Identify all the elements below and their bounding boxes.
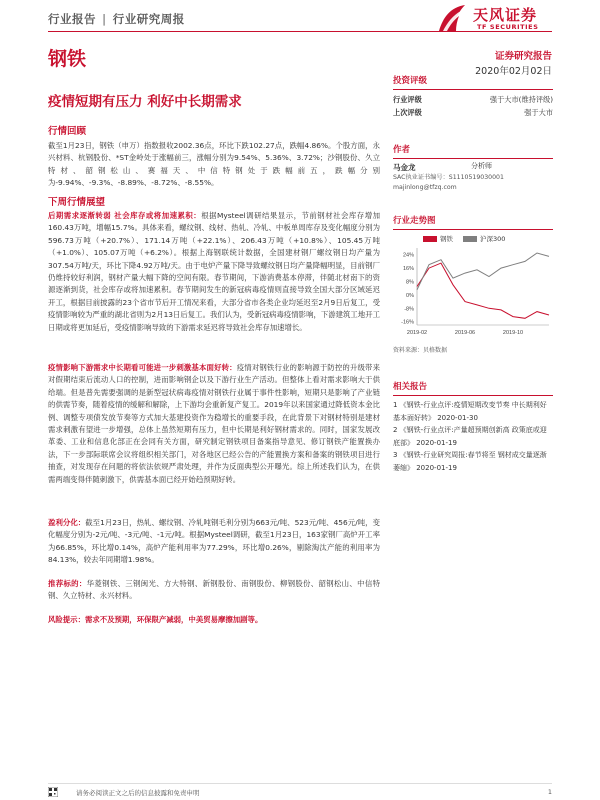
paragraph-lead: 后期需求逐渐转弱 社会库存或将加速累积： <box>48 211 202 220</box>
page-number: 1 <box>547 788 552 796</box>
related-report[interactable]: 3 《钢铁-行业研究周报:春节将至 钢材成交量逐渐萎缩》 2020-01-19 <box>393 451 547 472</box>
author-role: 分析师 <box>471 162 492 170</box>
report-category <box>48 11 185 27</box>
brand-name-cn: 天风证券 <box>473 6 538 24</box>
qr-code-icon <box>48 787 58 797</box>
chart-legend <box>423 234 553 243</box>
series-line-steel <box>417 263 549 318</box>
paragraph-lead: 推荐标的： <box>48 579 87 588</box>
paragraph-body: 疫情对钢铁行业的影响源于防控的升级带来对假期结束后流动人口的控制，进而影响钢企以及下游行业生产活动。但整体上看对需求影响大于供给端。但是普先需要强调的是新型冠状病毒疫情对钢铁行业属于事件性影响，短期只是影响了产业链的供需节奏，随着疫情的缓解和解除，上下游均会重新复产复工。2019年以来国家通过降低资本金比例、调整专项债发放节奏等方式加大基建投资作为稳增长的重要手段，在此背景下对钢材特别是建材需求刺激有望进一步增强，总体上虽然短期有压力，但中长期是利好钢材需求的。同时，国家发展改革委、工业和信息化部正在会同有关方面，研究制定钢铁项目备案指导意见、修订钢铁产能置换办法，下一步部际联席会议将组织相关部门，对各地区已经公告的产能置换方案和备案的钢铁项目进行抽查，对发现存在问题的将依法依规严肃处理，并作为反面典型公开曝光。综上所述我们认为，在供需两端变得伴随刺激下，供需基本面已经开始趋预期好转。 <box>48 363 380 484</box>
industry-title: 钢铁 <box>48 48 87 70</box>
paragraph-body: 截至1月23日，热轧、螺纹钢、冷轧吨钢毛利分别为663元/吨、523元/吨、456元/吨，变化幅度分别为-2元/吨、-3元/吨、-1元/吨。根据Mysteel调研，截至1月23日，163家钢厂高炉开工率为66.85%，环比增0.14%，高炉产能利用率为77.29%，环比增0.26%，剔除淘汰产能的利用率为84.13%，较去年同期增1.98%。 <box>48 518 380 565</box>
paragraph-lead: 疫情影响下游需求中长期看可能进一步刺激基本面好转： <box>48 363 237 372</box>
rating-row <box>393 93 553 106</box>
footer-divider <box>48 783 552 784</box>
paragraph-body: 根据Mysteel调研结果显示，节前钢材社会库存增加160.43万吨，增幅15.7%。具体来看，螺纹钢、线材、热轧、冷轧、中板单周库存及变化幅度分别为596.73万吨（+20.7%）、171.14万吨（+22.1%）、206.43万吨（+10.8%）、105.45万吨（+1.0%）、105.07万吨（+6.2%）。根据上海钢联统计数据，全国建材钢厂螺纹钢日均产量为307.54万吨/天，环比下降4.92万吨/天。由于电炉产量下降导致螺纹钢日均产量降幅明显，目前钢厂仍维持较好利润，钢材产量大幅下降的空间有限。春节期间，下游消费基本停滞，伴随北材南下的资源逐渐到货，社会库存或将加速累积。春节期间发生的新冠病毒疫情则直接导致全国大部分区域延迟开工，根据目前披露的23个省市节后开工情况来看，大部分省市各类企业均延迟至2月9日后复工，受疫情影响较为严重的湖北省则为2月13日后复工。我们认为，受新冠病毒疫情影响，下游建筑工地开工日期或将更加延后，受疫情影响导致的下游需求延迟将导致社会库存加速增长。 <box>48 211 380 332</box>
rating-value: 强于大市(维持评级) <box>489 95 553 104</box>
risk-warning: 风险提示：需求不及预期，环保限产减弱，中美贸易摩擦加剧等。 <box>48 615 263 624</box>
author-name <box>393 162 553 173</box>
y-tick-label: -8% <box>404 306 414 313</box>
trend-chart <box>393 234 553 343</box>
y-tick-label: 8% <box>406 279 414 286</box>
logo-mark-icon <box>437 3 467 33</box>
category-separator: | <box>102 12 107 26</box>
legend-label: 钢铁 <box>440 235 453 243</box>
legend-label: 沪深300 <box>480 235 506 243</box>
author-email[interactable]: majinlong@tfzq.com <box>393 183 457 191</box>
author-license: SAC执业证书编号：S1110519030001 <box>393 174 504 181</box>
outlook-paragraph-4 <box>48 578 380 603</box>
y-tick-label: 0% <box>406 292 414 299</box>
section-heading-outlook: 下周行情展望 <box>48 197 106 208</box>
subcategory-label: 行业研究周报 <box>112 12 185 26</box>
header-divider <box>48 31 552 32</box>
outlook-paragraph-3 <box>48 517 380 567</box>
outlook-paragraph-1 <box>48 210 380 334</box>
related-report[interactable]: 1 《钢铁-行业点评:疫情短期改变节奏 中长期利好基本面好转》 2020-01-30 <box>393 401 547 422</box>
trend-heading: 行业走势图 <box>393 214 553 230</box>
x-tick-label: 2019-10 <box>502 330 524 336</box>
y-tick-label: -16% <box>401 319 414 326</box>
rating-value: 强于大市 <box>524 108 553 117</box>
rating-key: 上次评级 <box>393 108 422 117</box>
related-report[interactable]: 2 《钢铁-行业点评:产量超预期创新高 政策底或迎底部》 2020-01-19 <box>393 426 547 447</box>
rating-row <box>393 106 553 119</box>
legend-item <box>423 234 453 243</box>
series-line-hs300 <box>417 253 549 290</box>
x-tick-label: 2019-06 <box>454 330 476 336</box>
rating-heading: 投资评级 <box>393 74 553 90</box>
sidebar <box>393 74 553 474</box>
paragraph-body: 华菱钢铁、三钢闽光、方大特钢、新钢股份、南钢股份、柳钢股份、韶钢松山、中信特钢、久立特材、永兴材料。 <box>48 579 380 601</box>
rating-key: 行业评级 <box>393 95 422 104</box>
report-date: 2020年02月02日 <box>475 66 552 77</box>
outlook-paragraph-2 <box>48 362 380 486</box>
brand-name-en: TF SECURITIES <box>477 23 539 31</box>
author-block <box>393 162 553 192</box>
review-paragraph: 截至1月23日，钢铁（申万）指数报收2002.36点，环比下跌102.27点，跌幅4.86%。个股方面，永兴材料、杭钢股份、*ST金岭处于涨幅前三，涨幅分别为9.54%、5.36%、3.72%；沙钢股份、久立特材、韶钢松山、赛福天、中信特钢处于跌幅前五，跌幅分别为-9.94%、-9.3%、-8.89%、-8.72%、-8.55%。 <box>48 141 380 188</box>
category-label: 行业报告 <box>48 12 96 26</box>
paragraph-lead: 盈利分化： <box>48 518 86 527</box>
y-tick-label: 24% <box>402 252 414 259</box>
legend-item <box>463 234 505 243</box>
y-tick-label: 16% <box>402 266 414 273</box>
author-name-text: 马金龙 <box>393 163 416 172</box>
report-type: 证券研究报告 <box>494 51 552 62</box>
legend-swatch-steel <box>423 236 437 242</box>
chart-plot <box>393 244 553 339</box>
related-heading: 相关报告 <box>393 380 553 396</box>
footer-disclaimer: 请务必阅读正文之后的信息披露和免责申明 <box>76 789 200 797</box>
section-heading-review: 行情回顾 <box>48 126 87 137</box>
legend-swatch-hs300 <box>463 236 477 242</box>
author-heading: 作者 <box>393 143 553 159</box>
chart-source: 资料来源：贝格数据 <box>393 347 448 354</box>
report-title: 疫情短期有压力 利好中长期需求 <box>48 94 242 110</box>
x-tick-label: 2019-02 <box>406 330 428 336</box>
